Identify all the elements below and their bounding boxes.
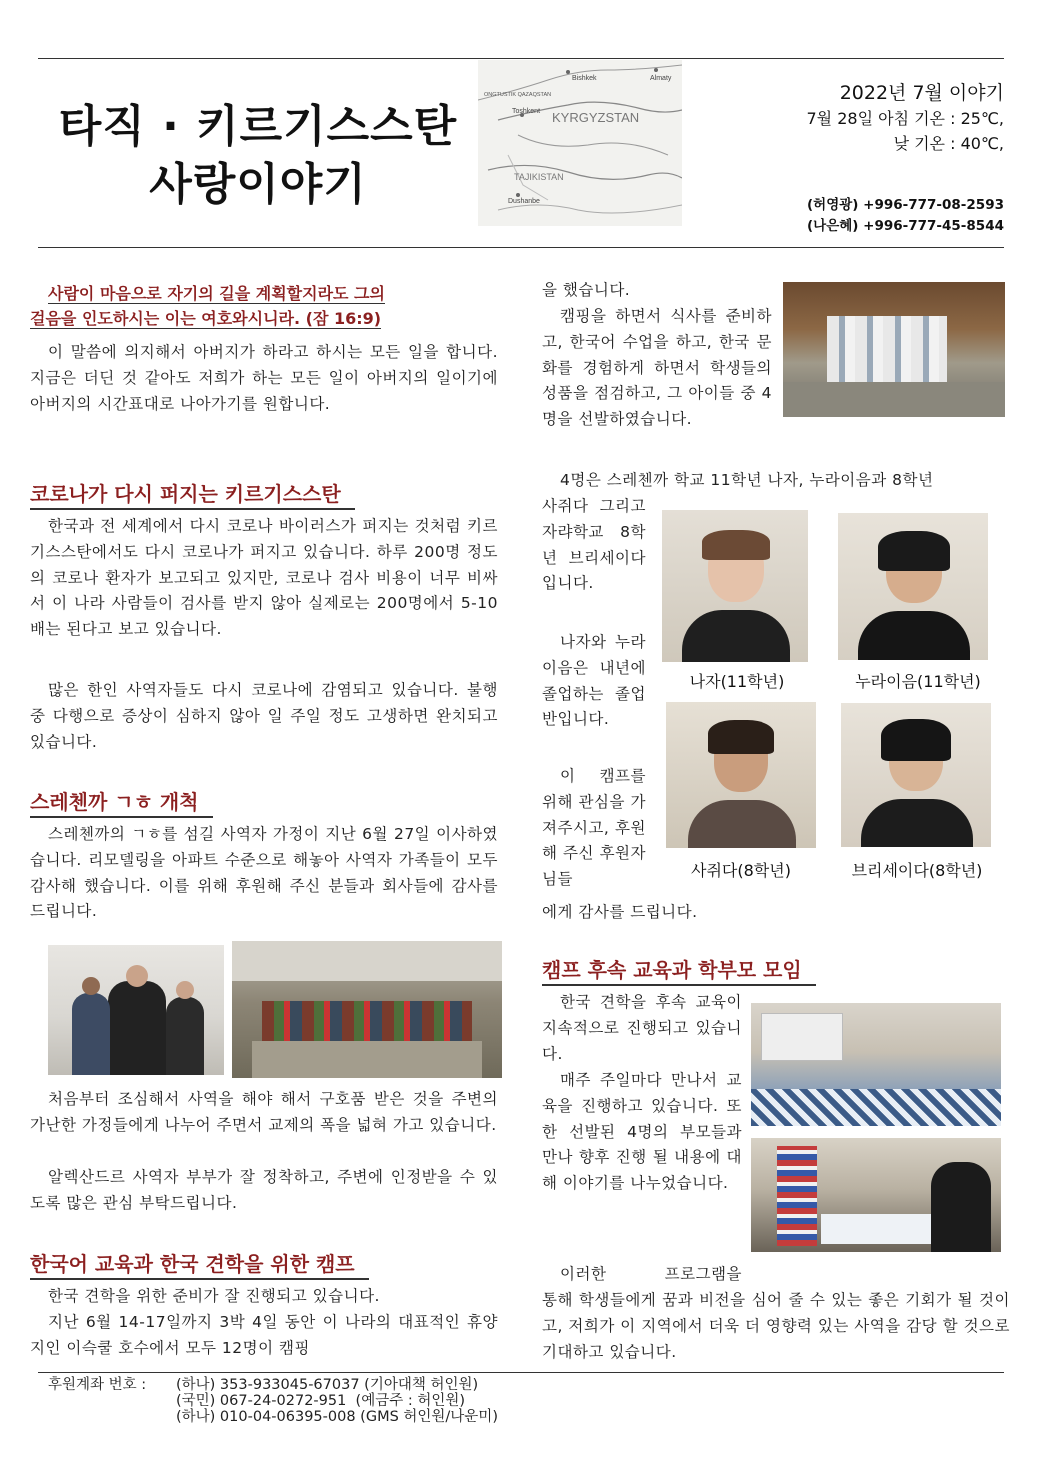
program-paragraph: 통해 학생들에게 꿈과 비전을 심어 줄 수 있는 좋은 기회가 될 것이고, 저희가 이 지역에서 더욱 더 영향력 있는 사역을 감당 할 것으로 기대하고 있습니다. <box>542 1291 1010 1361</box>
srechenka-paragraph-2: 처음부터 조심해서 사역을 해야 해서 구호품 받은 것을 주변의 가난한 가정들에게 나누어 주면서 교제의 폭을 넓혀 가고 있습니다. <box>30 1090 498 1134</box>
selected-students-paragraph: 사쥐다 그리고 자랴학교 8학년 브리세이다입니다. <box>542 497 646 593</box>
weather-day: 낮 기온 : 40℃, <box>893 134 1004 153</box>
map-label-toshkent: Toshkent <box>512 108 541 115</box>
photo-student-naza <box>662 510 808 662</box>
section-heading-camp: 한국어 교육과 한국 견학을 위한 캠프 <box>30 1250 369 1280</box>
map-label-tajikistan: TAJIKISTAN <box>514 172 564 182</box>
section-heading-srechenka: 스레첸까 ㄱㅎ 개척 <box>30 788 213 818</box>
corona-paragraph-1: 한국과 전 세계에서 다시 코로나 바이러스가 퍼지는 것처럼 키르기스스탄에서도 다시 코로나가 퍼지고 있습니다. 하루 200명 정도의 코로나 환자가 보고되고 있지만, 코로나 검사 비용이 너무 비싸서 이 나라 사람들이 검사를 받지 않아 실제로는 200명에서 5-10배는 된다고 보고 있습니다. <box>30 517 498 639</box>
caption-naza: 나자(11학년) <box>689 672 785 691</box>
photo-missionary-family <box>48 945 224 1075</box>
title-line-2: 사랑이야기 <box>149 159 367 210</box>
photo-children-gifts <box>232 941 502 1078</box>
donation-account-2: (국민) 067-24-0272-951 (예금주 : 허인원) <box>176 1393 466 1409</box>
weather-morning: 7월 28일 아침 기온 : 25℃, <box>806 109 1004 128</box>
footer-rule <box>38 1372 1004 1373</box>
followup-paragraph-1: 한국 견학을 후속 교육이 지속적으로 진행되고 있습니다. <box>542 993 742 1063</box>
map-label-dushanbe: Dushanbe <box>508 198 540 205</box>
srechenka-paragraph-3: 알렉산드르 사역자 부부가 잘 정착하고, 주변에 인정받을 수 있도록 많은 관심 부탁드립니다. <box>30 1168 498 1212</box>
scripture-verse <box>30 281 500 331</box>
corona-paragraph-2: 많은 한인 사역자들도 다시 코로나에 감염되고 있습니다. 불행 중 다행으로 증상이 심하지 않아 일 주일 정도 고생하면 완치되고 있습니다. <box>30 681 498 751</box>
contact-phone-1: (허영광) +996-777-08-2593 <box>806 197 1004 213</box>
photo-camp-group <box>783 282 1005 417</box>
contact-phone-2: (나은혜) +996-777-45-8544 <box>806 218 1004 234</box>
donation-account-3: (하나) 010-04-06395-008 (GMS 허인원/나운미) <box>176 1409 498 1425</box>
map-label-ongtustik: ONGTUSTIK QAZAQSTAN <box>484 92 552 98</box>
photo-student-sazhida <box>666 702 816 848</box>
thanks-paragraph: 이 캠프를 위해 관심을 가져주시고, 후원해 주신 후원자님들 <box>542 767 646 889</box>
photo-followup-class <box>751 1003 1001 1126</box>
top-rule <box>38 58 1004 59</box>
caption-sazhida: 사쥐다(8학년) <box>691 861 791 880</box>
caption-briseida: 브리세이다(8학년) <box>851 861 983 880</box>
photo-student-briseida <box>841 703 991 847</box>
issue-date: 2022년 7월 이야기 <box>839 82 1004 104</box>
map-label-kyrgyzstan: KYRGYZSTAN <box>552 110 640 125</box>
camp-activities-paragraph: 캠핑을 하면서 식사를 준비하고, 한국어 수업을 하고, 한국 문화를 경험하게 하면서 학생들의 성품을 점검하고, 그 아이들 중 4명을 선발하였습니다. <box>542 307 772 429</box>
srechenka-paragraph-1: 스레첸까의 ㄱㅎ를 섬길 사역자 가정이 지난 6월 27일 이사하였습니다. 리모델링을 아파트 수준으로 해놓아 사역자 가족들이 모두 감사해 했습니다. 이를 위해 후원해 주신 분들과 회사들에 감사를 드립니다. <box>30 825 498 921</box>
photo-parents-meeting <box>751 1138 1001 1252</box>
section-heading-followup: 캠프 후속 교육과 학부모 모임 <box>542 956 816 986</box>
intro-paragraph: 이 말씀에 의지해서 아버지가 하라고 하시는 모든 일을 합니다. 지금은 더딘 것 같아도 저희가 하는 모든 일이 아버지의 일이기에 아버지의 시간표대로 나아가기를 원합니다. <box>30 343 498 413</box>
followup-paragraph-2: 매주 주일마다 만나서 교육을 진행하고 있습니다. 또한 선발된 4명의 부모들과 만나 향후 진행 될 내용에 대해 이야기를 나누었습니다. <box>542 1071 742 1193</box>
region-map <box>478 60 682 226</box>
camp-paragraph-2: 지난 6월 14-17일까지 3박 4일 동안 이 나라의 대표적인 휴양지인 이슥쿨 호수에서 모두 12명이 캠핑 <box>30 1313 498 1357</box>
scripture-line-2: 걸음을 인도하시는 이는 여호와시니라. (잠 16:9) <box>30 309 382 328</box>
camp-continued-line: 을 했습니다. <box>542 281 631 299</box>
newsletter-title <box>58 98 458 214</box>
camp-paragraph-1: 한국 견학을 위한 준비가 잘 진행되고 있습니다. <box>48 1287 380 1305</box>
selected-students-line: 4명은 스레첸까 학교 11학년 나자, 누라이음과 8학년 <box>560 471 934 489</box>
thanks-paragraph-last: 에게 감사를 드립니다. <box>542 903 698 921</box>
header-bottom-rule <box>38 247 1004 248</box>
section-heading-corona: 코로나가 다시 퍼지는 키르기스스탄 <box>30 480 355 510</box>
program-line: 이러한 프로그램을 <box>560 1265 742 1283</box>
title-line-1: 타직 · 키르기스스탄 <box>58 101 458 152</box>
map-label-bishkek: Bishkek <box>572 75 597 82</box>
map-label-almaty: Almaty <box>650 75 672 82</box>
graduating-paragraph: 나자와 누라이음은 내년에 졸업하는 졸업반입니다. <box>542 633 646 729</box>
photo-student-nurayim <box>838 513 988 660</box>
caption-nurayim: 누라이음(11학년) <box>855 672 981 691</box>
donation-account-1: (하나) 353-933045-67037 (기아대책 허인원) <box>176 1377 479 1393</box>
scripture-line-1: 사람이 마음으로 자기의 길을 계획할지라도 그의 <box>48 284 385 303</box>
donation-label: 후원계좌 번호 : <box>48 1377 147 1393</box>
